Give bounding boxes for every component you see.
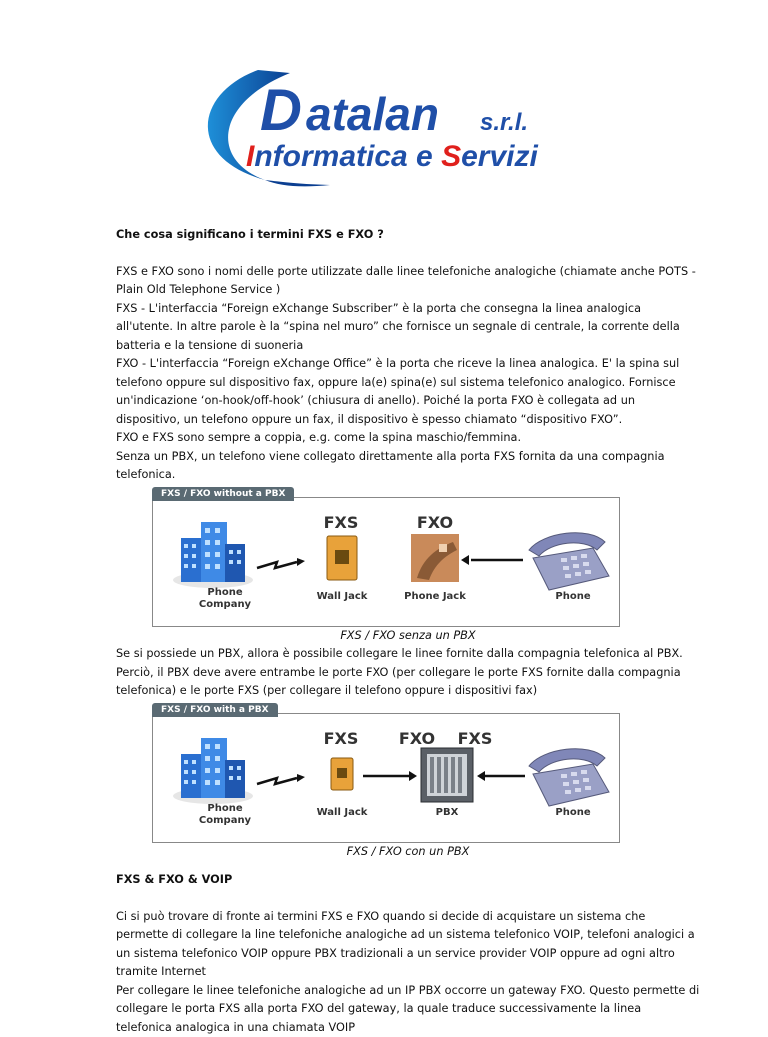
buildings-icon (173, 522, 253, 588)
section-title: Che cosa significano i termini FXS e FXO ? (116, 226, 700, 245)
logo-tagline (246, 140, 538, 173)
phone-company-label-1: Phone (207, 803, 242, 814)
diagram-tab-label: FXS / FXO without a PBX (152, 487, 294, 501)
pbx-label: PBX (436, 807, 459, 818)
logo-tagline-a: nformatica e (254, 140, 441, 173)
phone-company-label-1: Phone (207, 587, 242, 598)
document-body (116, 226, 700, 1037)
telephone-icon (529, 532, 609, 589)
paragraph: FXS e FXO sono i nomi delle porte utilizzate dalle linee telefoniche analogiche (chiamate anche POTS - Plain Old Telephone Service ) (116, 263, 700, 300)
fxo-label: FXO (399, 729, 435, 748)
paragraph: Senza un PBX, un telefono viene collegato direttamente alla porta FXS fornita da una compagnia telefonica. (116, 448, 700, 485)
section-title: FXS & FXO & VOIP (116, 871, 700, 890)
phone-company-label-2: Company (199, 599, 252, 610)
paragraph: FXS - L'interfaccia “Foreign eXchange Subscriber” è la porta che consegna la linea analogica all'utente. In altre parole è la “spina nel muro” che fornisce un segnale di centrale, la corrente della batteria e la tensione di suoneria (116, 300, 700, 356)
company-logo (180, 48, 590, 188)
line-connection-icon (257, 778, 297, 784)
paragraph: FXO - L'interfaccia “Foreign eXchange Office” è la porta che riceve la linea analogica. E' la spina sul telefono oppure sul dispositivo fax, oppure la(e) spina(e) sul sistema telefonico analogico. Fornisce un'indicazione ‘on-hook/off-hook’ (chiusura di anello). Poiché la porta FXO è collegata ad un dispositivo, un telefono oppure un fax, il dispositivo è spesso chiamato “dispositivo FXO”. (116, 355, 700, 429)
logo-tagline-b: ervizi (461, 140, 538, 173)
paragraph: Se si possiede un PBX, allora è possibile collegare le linee fornite dalla compagnia telefonica al PBX. Perciò, il PBX deve avere entrambe le porte FXO (per collegare le porte FXS fornite dalla compagnia telefonica) e le porte FXS (per collegare il telefono oppure i dispositivi fax) (116, 645, 700, 701)
logo-suffix: s.r.l. (480, 109, 528, 136)
line-connection-icon (257, 562, 297, 568)
wall-jack-icon (327, 536, 357, 580)
figure-caption: FXS / FXO con un PBX (116, 843, 700, 862)
wall-jack-label: Wall Jack (317, 591, 368, 602)
diagram-tab-label: FXS / FXO with a PBX (152, 703, 278, 717)
paragraph: Per collegare le linee telefoniche analogiche ad un IP PBX occorre un gateway FXO. Questo permette di collegare le porta FXS alla porta FXO del gateway, la quale traduce successivamente la linea telefonica analogica in una chiamata VOIP (116, 982, 700, 1037)
phone-label: Phone (555, 807, 590, 818)
phone-company-label-2: Company (199, 815, 252, 826)
logo-tagline-s: S (441, 140, 461, 173)
fxs-label: FXS (324, 729, 359, 748)
diagram-without-pbx (152, 497, 620, 627)
telephone-icon (529, 748, 609, 805)
fxs-label: FXS (324, 513, 359, 532)
logo-brand-rest: atalan (306, 88, 439, 140)
fxs-label-2: FXS (458, 729, 493, 748)
wall-jack-label: Wall Jack (317, 807, 368, 818)
wall-jack-icon (331, 758, 353, 790)
phone-label: Phone (555, 591, 590, 602)
figure-caption: FXS / FXO senza un PBX (116, 627, 700, 646)
paragraph: Ci si può trovare di fronte ai termini FXS e FXO quando si decide di acquistare un sistema che permette di collegare la line telefoniche analogiche ad un sistema telefonico VOIP, telefoni analogici a un sistema telefonico VOIP oppure PBX tradizionali a un service provider VOIP oppure ad ogni altro tramite Internet (116, 908, 700, 982)
paragraph: FXO e FXS sono sempre a coppia, e.g. come la spina maschio/femmina. (116, 429, 700, 448)
fxo-label: FXO (417, 513, 453, 532)
phone-jack-label: Phone Jack (404, 591, 466, 602)
phone-jack-icon (411, 534, 459, 582)
diagram-with-pbx (152, 713, 620, 843)
pbx-icon (421, 748, 473, 802)
buildings-icon (173, 738, 253, 804)
logo-tagline-i: I (246, 140, 255, 173)
logo-brand-letter: D (260, 78, 302, 143)
